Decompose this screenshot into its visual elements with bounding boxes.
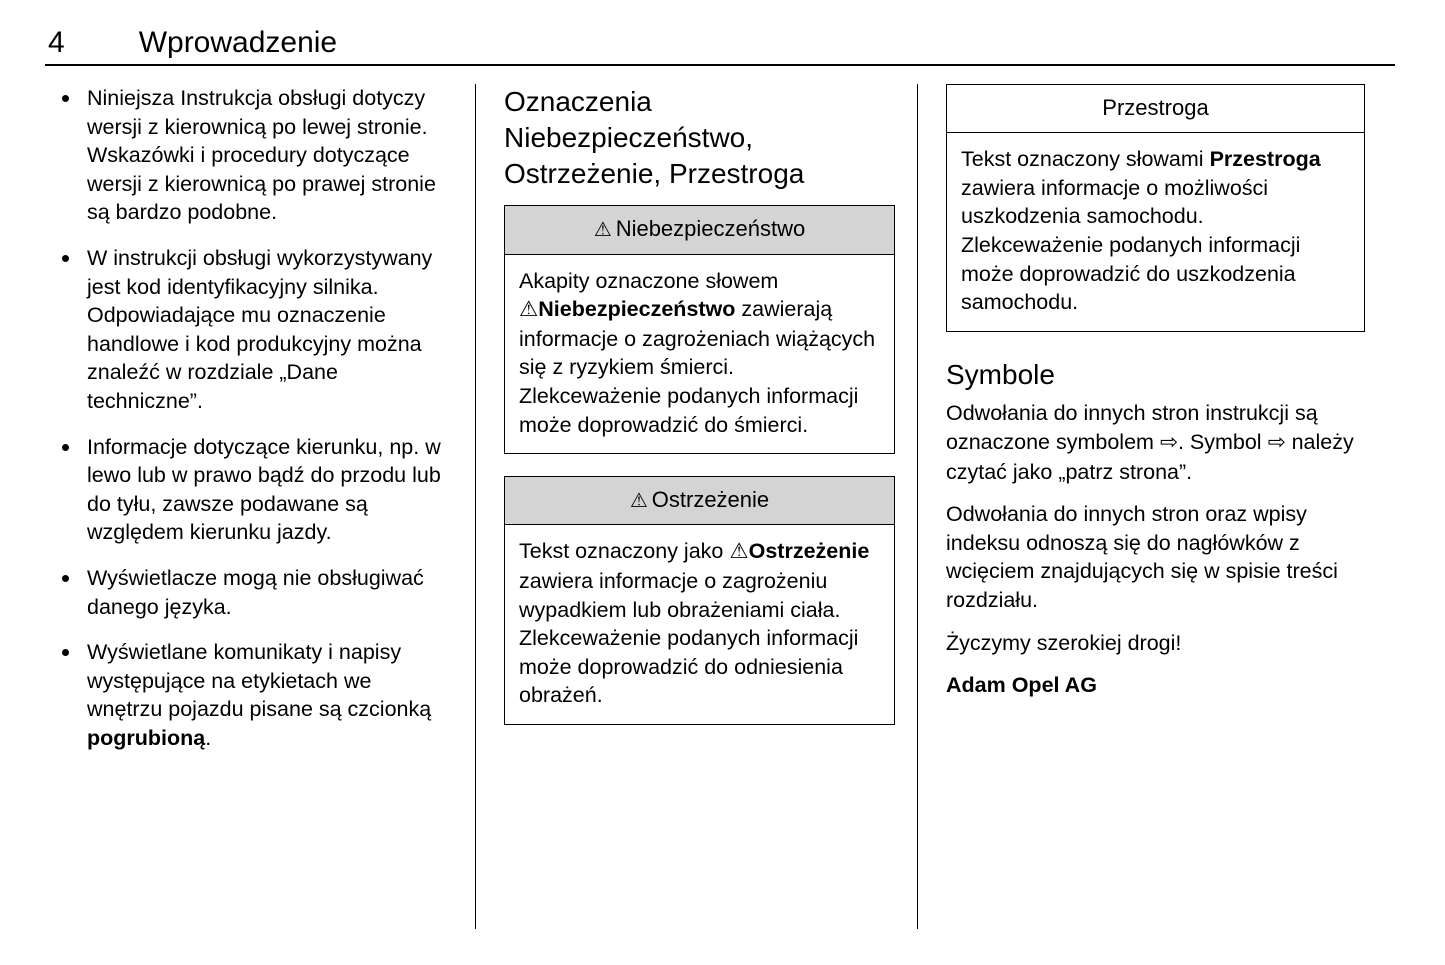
danger-body-bold: Niebezpieczeństwo — [538, 297, 736, 322]
warning-body-prefix: Tekst oznaczony jako — [519, 539, 724, 564]
list-item-text: Wyświetlane komunikaty i napisy występujące na etykietach we wnętrzu pojazdu pisane są czcionką pogrubioną. — [87, 640, 432, 750]
list-item — [45, 638, 449, 752]
warning-notice-body — [505, 525, 894, 724]
reference-arrow-icon: ⇨ — [1267, 429, 1286, 455]
page-columns — [45, 84, 1395, 929]
warning-body-bold: Ostrzeżenie — [748, 539, 870, 564]
symbols-text-c: należy czytać jako „patrz strona”. — [946, 429, 1354, 484]
page-title: Wprowadzenie — [138, 26, 338, 59]
warning-triangle-icon: ⚠ — [729, 539, 749, 565]
danger-notice-box — [504, 205, 895, 454]
caution-notice-title: Przestroga — [947, 85, 1364, 133]
caution-notice-body — [947, 133, 1364, 331]
emphasis-text: pogrubioną — [87, 725, 206, 750]
page-number: 4 — [48, 26, 65, 59]
symbols-paragraph-1 — [946, 399, 1365, 486]
caution-body-prefix: Tekst oznaczony słowami — [961, 147, 1204, 172]
page-header — [45, 28, 1395, 66]
danger-notice-title-text: Niebezpieczeństwo — [615, 216, 806, 242]
caution-body-rest: zawiera informacje o możliwości uszkodzenia samochodu. Zlekceważenie podanych informacji może doprowadzić do uszkodzenia samochodu. — [961, 175, 1301, 315]
warning-triangle-icon: ⚠ — [593, 217, 612, 242]
list-item: Wyświetlacze mogą nie obsługiwać danego języka. — [45, 564, 449, 621]
section-heading-symbols: Symbole — [946, 358, 1055, 390]
symbols-paragraph-2: Odwołania do innych stron oraz wpisy indeksu odnoszą się do nagłówków z wcięciem znajdujących się w spisie treści rozdziału. — [946, 502, 1338, 612]
list-item: Informacje dotyczące kierunku, np. w lewo lub w prawo bądź do przodu lub do tyłu, zawsze podawane są względem kierunku jazdy. — [45, 433, 449, 547]
danger-body-prefix: Akapity oznaczone słowem — [519, 268, 779, 293]
section-heading-notices: Oznaczenia Niebezpieczeństwo, Ostrzeżenie, Przestroga — [504, 86, 805, 189]
column-left — [45, 84, 475, 929]
warning-triangle-icon: ⚠ — [519, 297, 539, 323]
warning-body-rest: zawiera informacje o zagrożeniu wypadkiem lub obrażeniami ciała. Zlekceważenie podanych informacji może doprowadzić do odniesienia obrażeń. — [519, 569, 859, 708]
closing-line: Życzymy szerokiej drogi! — [946, 630, 1182, 655]
warning-notice-box — [504, 476, 895, 725]
symbols-text-b: . Symbol — [1177, 429, 1262, 454]
caution-body-bold: Przestroga — [1209, 147, 1321, 172]
danger-body-rest: zawierają informacje o zagrożeniach wiążących się z ryzykiem śmierci. Zlekceważenie podanych informacji może doprowadzić do śmierci. — [519, 297, 876, 437]
list-item: W instrukcji obsługi wykorzystywany jest kod identyfikacyjny silnika. Odpowiadające mu oznaczenie handlowe i kod produkcyjny można znaleźć w rozdziale „Dane techniczne”. — [45, 244, 449, 416]
intro-bullet-list — [45, 84, 449, 752]
danger-notice-title — [505, 206, 894, 254]
column-right — [917, 84, 1365, 929]
warning-notice-title-text: Ostrzeżenie — [651, 487, 770, 513]
caution-notice-box — [946, 84, 1365, 332]
warning-notice-title — [505, 477, 894, 525]
list-item: Niniejsza Instrukcja obsługi dotyczy wersji z kierownicą po lewej stronie. Wskazówki i procedury dotyczące wersji z kierownicą po prawej stronie są bardzo podobne. — [45, 84, 449, 227]
warning-triangle-icon: ⚠ — [629, 488, 648, 513]
symbols-text-a: Odwołania do innych stron instrukcji są oznaczone symbolem — [946, 401, 1318, 454]
signature-line: Adam Opel AG — [946, 673, 1097, 698]
danger-notice-body — [505, 255, 894, 454]
column-middle — [475, 84, 917, 929]
reference-arrow-icon: ⇨ — [1159, 429, 1178, 455]
